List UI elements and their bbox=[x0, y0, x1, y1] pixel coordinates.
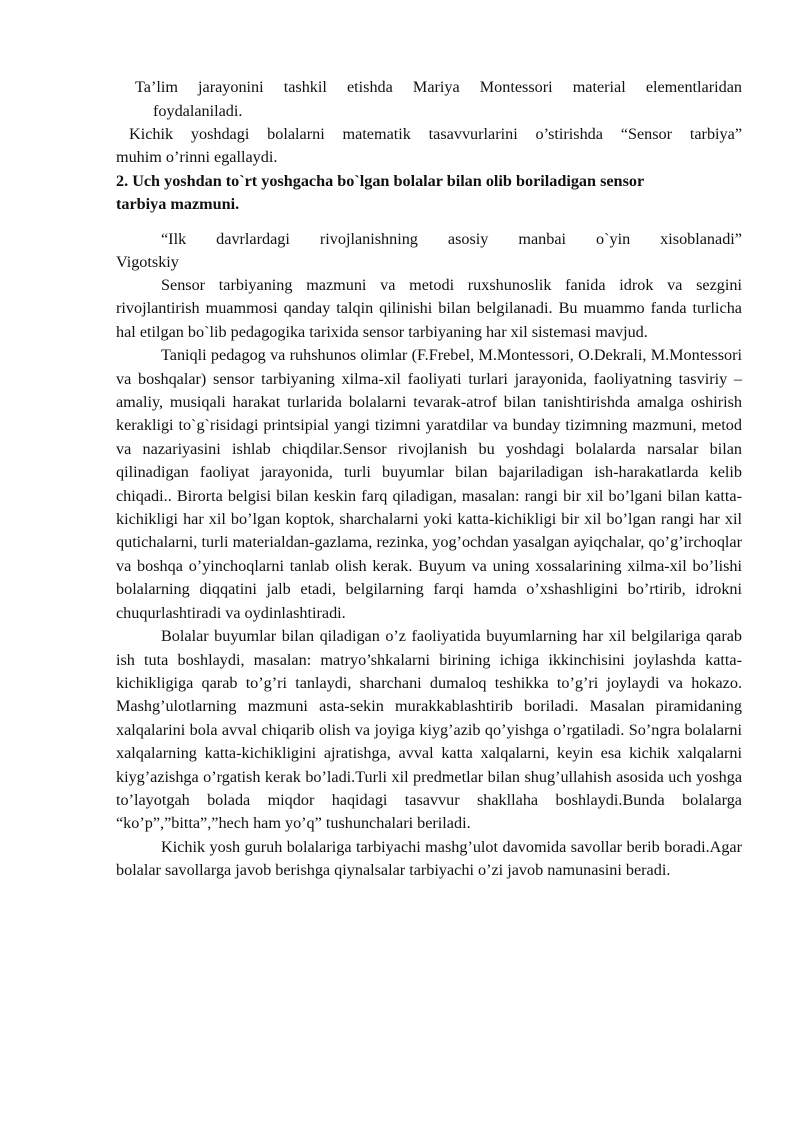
section-heading-line-1: 2. Uch yoshdan to`rt yoshgacha bo`lgan bolalar bilan olib boriladigan sensor bbox=[116, 172, 645, 190]
paragraph-2: Taniqli pedagog va ruhshunos olimlar (F.Frebel, M.Montessori, O.Dekrali, M.Montessori va boshqalar) sensor tarbiyaning xilma-xil faoliyati turlari jarayonida, faoliyatning tasviriy –amaliy, musiqali harakat turlarida bolalarni tevarak-atrof bilan tanishtirishda amalga oshirish kerakligi to`g`risidagi printsipial yangi tizimni yaratdilar va bunday tizimning mazmuni, metod va nazariyasini ishlab chiqdilar.Sensor rivojlanish bu yoshdagi bolalarda narsalar bilan qilinadigan faoliyat jarayonida, turli buyumlar bilan bajariladigan ish-harakatlarda kelib chiqadi.. Birorta belgisi bilan keskin farq qiladigan, masalan: rangi bir xil bo’lgani bilan katta-kichikligi har xil bo’lgan koptok, sharchalarni yoki katta-kichikligi bir xil bo’lgan rangi har xil qutichalarni, turli materialdan-gazlama, rezinka, yog’ochdan yasalgan ayiqchalar, qo’g’irchoqlar va boshqa o’yinchoqlarni tanlab olish kerak. Buyum va uning xossalarining xilma-xil bo’lishi bolalarning diqqatini jalb etadi, belgilarning farqi hamda o’xshashligini bo’rtirib, idrokni chuqurlashtiradi va oydinlashtiradi. bbox=[116, 346, 742, 622]
paragraph-4: Kichik yosh guruh bolalariga tarbiyachi mashg’ulot davomida savollar berib boradi.Agar bolalar savollarga javob berishga qiynalsalar tarbiyachi o’zi javob namunasini beradi. bbox=[116, 837, 742, 880]
body-text bbox=[116, 274, 742, 883]
epigraph-author-name: Vigotskiy bbox=[116, 253, 179, 271]
intro-line-2-cont bbox=[116, 146, 742, 169]
intro-text-2: Kichik yoshdagi bolalarni matematik tasavvurlarini o’stirishda “Sensor tarbiya” bbox=[129, 125, 742, 143]
intro-text-1-cont: foydalaniladi. bbox=[153, 102, 243, 120]
paragraph-3: Bolalar buyumlar bilan qiladigan o’z faoliyatida buyumlarning har xil belgilariga qarab ish tuta boshlaydi, masalan: matryo’shkalarni birining ichiga ikkinchisini joylashda katta-kichikligiga qarab to’g’ri tanlaydi, sharchani dumaloq teshikka to’g’ri joylaydi va hokazo. Mashg’ulotlarning mazmuni asta-sekin murakkablashtirib boriladi. Masalan piramidaning xalqalarini bola avval chiqarib olish va joyiga kiyg’azib qo’yishga o’rgatiladi. So’ngra bolalarni xalqalarning katta-kichikligini ajratishga, avval katta xalqalarni, keyin esa kichik xalqalarni kiyg’azishga o’rgatish kerak bo’ladi.Turli xil predmetlar bilan shug’ullahish asosida uch yoshga to’layotgah bolada miqdor haqidagi tasavvur shakllaha boshlaydi.Bunda bolalarga “ko’p”,”bitta”,”hech ham yo’q” tushunchalari beriladi. bbox=[116, 627, 742, 833]
epigraph-author bbox=[116, 251, 742, 274]
intro-line-1-cont bbox=[153, 100, 742, 123]
section-heading-line-2: tarbiya mazmuni. bbox=[116, 195, 240, 214]
epigraph-text: “Ilk davrlardagi rivojlanishning asosiy manbai o`yin xisoblanadi” bbox=[161, 230, 742, 248]
intro-line-2 bbox=[129, 123, 742, 146]
epigraph-quote bbox=[161, 228, 742, 251]
section-heading bbox=[116, 170, 742, 217]
paragraph-1: Sensor tarbiyaning mazmuni va metodi ruxshunoslik fanida idrok va sezgini rivojlantirish muammosi qanday talqin qilinishi bilan belgilanadi. Bu muammo fanda turlicha hal etilgan bo`lib pedagogika tarixida sensor tarbiyaning har xil sistemasi mavjud. bbox=[116, 276, 742, 341]
intro-text-1: Ta’lim jarayonini tashkil etishda Mariya Montessori material elementlaridan bbox=[135, 78, 742, 96]
intro-text-2-cont: muhim o’rinni egallaydi. bbox=[116, 148, 278, 166]
intro-line-1 bbox=[135, 76, 742, 99]
